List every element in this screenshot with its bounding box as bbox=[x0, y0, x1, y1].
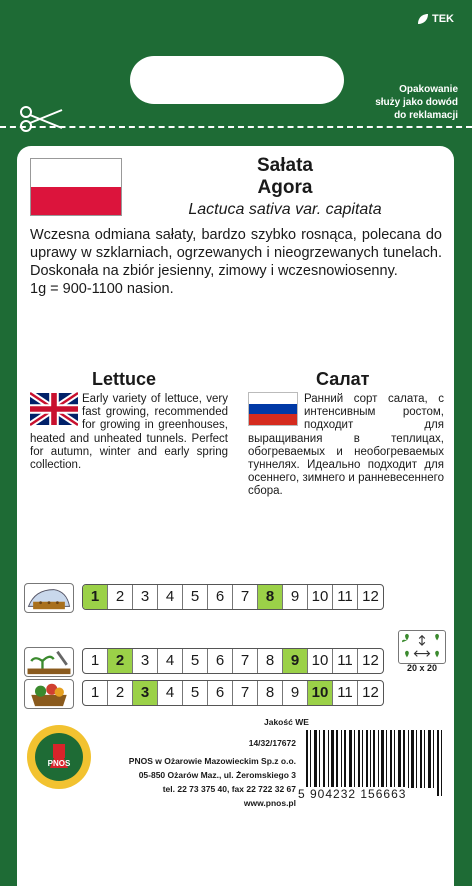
harvest-icon bbox=[24, 679, 74, 709]
barcode-number: 5 904232 156663 bbox=[298, 787, 407, 801]
month-cell: 6 bbox=[208, 585, 233, 609]
month-cell: 6 bbox=[208, 681, 233, 705]
hanger-hole bbox=[130, 56, 344, 104]
month-cell: 12 bbox=[362, 684, 379, 701]
month-cell: 7 bbox=[233, 681, 258, 705]
pnos-badge-logo bbox=[26, 724, 92, 790]
calendar-sowing bbox=[82, 584, 384, 610]
tek-logo bbox=[416, 12, 454, 26]
month-cell: 5 bbox=[183, 649, 208, 673]
month-cell: 11 bbox=[333, 649, 358, 673]
month-cell: 11 bbox=[333, 585, 358, 609]
month-cell: 7 bbox=[233, 585, 258, 609]
month-cell: 9 bbox=[283, 585, 308, 609]
month-cell: 2 bbox=[108, 649, 133, 673]
month-cell: 10 bbox=[308, 649, 333, 673]
notice-line3: do reklamacji bbox=[394, 110, 458, 121]
heading-en: Lettuce bbox=[92, 369, 157, 389]
month-cell: 1 bbox=[83, 681, 108, 705]
description-en-text: Early variety of lettuce, very fast growing, recommended for growing in greenhouses, heated and unheated tunnels. Perfect for autumn, winter and early spring collection. bbox=[30, 393, 228, 472]
month-cell: 10 bbox=[308, 681, 333, 705]
cut-line bbox=[0, 126, 472, 128]
company-phone: tel. 22 73 375 40, fax 22 722 32 67 bbox=[162, 784, 296, 794]
spacing-icon bbox=[398, 630, 446, 664]
month-cell: 1 bbox=[83, 649, 108, 673]
month-cell: 3 bbox=[133, 649, 158, 673]
seed-count: 1g = 900-1100 nasion. bbox=[30, 281, 174, 297]
calendar-harvest bbox=[82, 680, 384, 706]
company-name: PNOS w Ożarowie Mazowieckim Sp.z o.o. bbox=[128, 756, 296, 766]
notice-line2: służy jako dowód bbox=[375, 97, 458, 108]
month-cell: 8 bbox=[258, 649, 283, 673]
quality-label: Jakość WE bbox=[264, 717, 309, 727]
month-cell: 11 bbox=[333, 681, 358, 705]
description-ru bbox=[248, 393, 444, 499]
month-cell: 9 bbox=[283, 681, 308, 705]
month-cell: 10 bbox=[308, 585, 333, 609]
month-cell: 7 bbox=[233, 649, 258, 673]
month-cell: 4 bbox=[158, 585, 183, 609]
company-website: www.pnos.pl bbox=[243, 798, 296, 808]
month-cell: 5 bbox=[183, 585, 208, 609]
month-cell: 3 bbox=[133, 681, 158, 705]
month-cell: 2 bbox=[108, 585, 133, 609]
brand-name: TEK bbox=[432, 13, 454, 25]
month-cell: 4 bbox=[158, 681, 183, 705]
scissors-icon bbox=[18, 104, 64, 134]
month-cell: 8 bbox=[258, 585, 283, 609]
month-cell: 6 bbox=[208, 649, 233, 673]
latin-name: Lactuca sativa var. capitata bbox=[188, 201, 382, 218]
sowing-icon bbox=[24, 583, 74, 613]
month-cell: 12 bbox=[362, 588, 379, 605]
leaf-icon bbox=[416, 12, 430, 26]
product-name: Sałata bbox=[257, 155, 313, 176]
registration-number: 14/32/17672 bbox=[248, 738, 296, 748]
svg-text:PNOS: PNOS bbox=[47, 759, 71, 768]
description-ru-text: Ранний сорт салата, с интенсивным ростом, подходит для выращивания в теплицах, обогреваемых и необогреваемых туннелях. Идеально подходит для осеннего, зимнего и ранневесеннего сбора. bbox=[248, 393, 444, 498]
complaint-notice bbox=[375, 83, 458, 122]
month-cell: 5 bbox=[183, 681, 208, 705]
description-en bbox=[30, 393, 228, 472]
spacing-label: 20 x 20 bbox=[406, 663, 438, 673]
variety-name: Agora bbox=[257, 177, 313, 198]
month-cell: 12 bbox=[362, 652, 379, 669]
month-cell: 4 bbox=[158, 649, 183, 673]
description-pl-text: Wczesna odmiana sałaty, bardzo szybko rosnąca, polecana do uprawy w szklarniach, ogrzewanych i nieogrzewanych tunelach. Doskonała na zbiór jesienny, zimowy i wczesnowiosenny. bbox=[30, 227, 442, 279]
description-pl bbox=[30, 226, 442, 298]
month-cell: 8 bbox=[258, 681, 283, 705]
month-cell: 9 bbox=[283, 649, 308, 673]
planting-icon bbox=[24, 647, 74, 677]
calendar-planting bbox=[82, 648, 384, 674]
company-info bbox=[56, 746, 296, 810]
month-cell: 2 bbox=[108, 681, 133, 705]
notice-line1: Opakowanie bbox=[399, 84, 458, 95]
product-title bbox=[120, 155, 450, 221]
month-cell: 3 bbox=[133, 585, 158, 609]
heading-ru: Салат bbox=[316, 369, 370, 389]
month-cell: 1 bbox=[83, 585, 108, 609]
poland-flag bbox=[30, 158, 122, 216]
company-address: 05-850 Ożarów Maz., ul. Żeromskiego 3 bbox=[138, 770, 296, 780]
